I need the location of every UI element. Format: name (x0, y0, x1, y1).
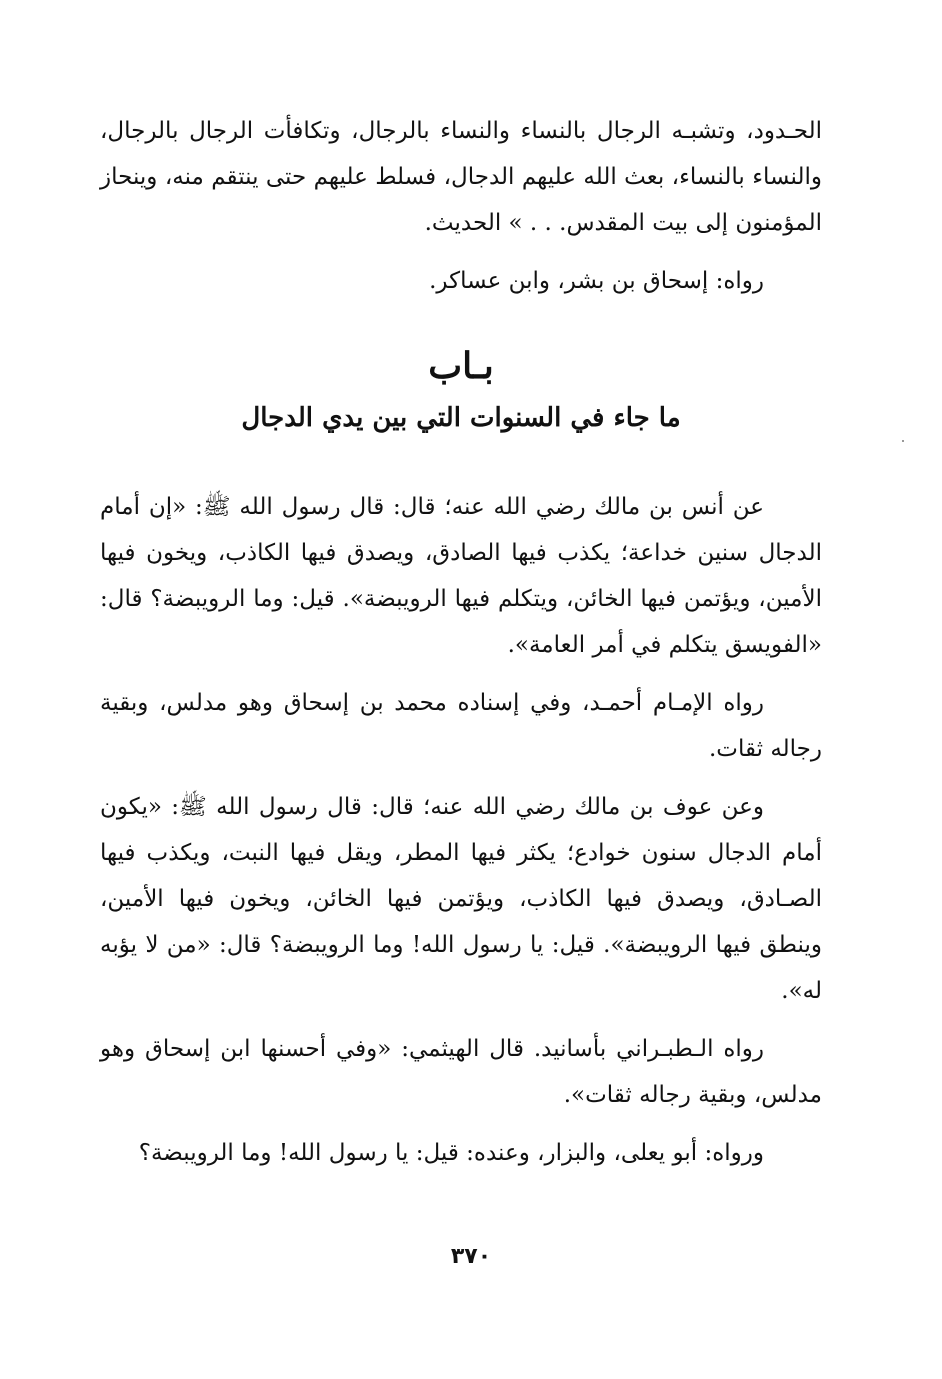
page-number: ٣٧٠ (450, 1244, 492, 1269)
chapter-title: ما جاء في السنوات التي بين يدي الدجال (241, 403, 681, 433)
hadith-paragraph-1: عن أنس بن مالك رضي الله عنه؛ قال: قال رسول الله ﷺ: «إن أمام الدجال سنين خداعة؛ يكذب فيها الصادق، ويصدق فيها الكاذب، ويخون فيها الأمين، ويؤتمن فيها الخائن، ويتكلم فيها الرويبضة». قيل: وما الرويبضة؟ قال: «الفويسق يتكلم في أمر العامة». (100, 494, 822, 658)
narration-paragraph-2: رواه الـطبـراني بأسانيد. قال الهيثمي: «وفي أحسنها ابن إسحاق وهو مدلس، وبقية رجاله ثقات». (100, 1036, 822, 1108)
narration-paragraph-1: رواه الإمـام أحمـد، وفي إسناده محمد بن إسحاق وهو مدلس، وبقية رجاله ثقات. (100, 690, 822, 762)
chapter-heading (100, 342, 822, 440)
scan-speck (902, 440, 904, 442)
page-body (100, 108, 822, 1188)
narration-paragraph-3: ورواه: أبو يعلى، والبزار، وعنده: قيل: يا رسول الله! وما الرويبضة؟ (138, 1140, 764, 1166)
intro-narration: رواه: إسحاق بن بشر، وابن عساكر. (429, 268, 764, 294)
intro-paragraph: الحـدود، وتشبـه الرجال بالنساء والنساء بالرجال، وتكافأت الرجال بالرجال، والنساء بالنساء، بعث الله عليهم الدجال، فسلط عليهم حتى ينتقم منه، وينحاز المؤمنون إلى بيت المقدس. . . » الحديث. (100, 118, 822, 236)
hadith-paragraph-2: وعن عوف بن مالك رضي الله عنه؛ قال: قال رسول الله ﷺ: «يكون أمام الدجال سنون خوادع؛ يكثر فيها المطر، ويقل فيها النبت، ويكذب فيها الصـادق، ويصدق فيها الكاذب، ويؤتمن فيها الخائن، ويخون فيها الأمين، وينطق فيها الرويبضة». قيل: يا رسول الله! وما الرويبضة؟ قال: «من لا يؤبه له». (100, 794, 822, 1004)
chapter-word: بـاب (428, 345, 494, 387)
